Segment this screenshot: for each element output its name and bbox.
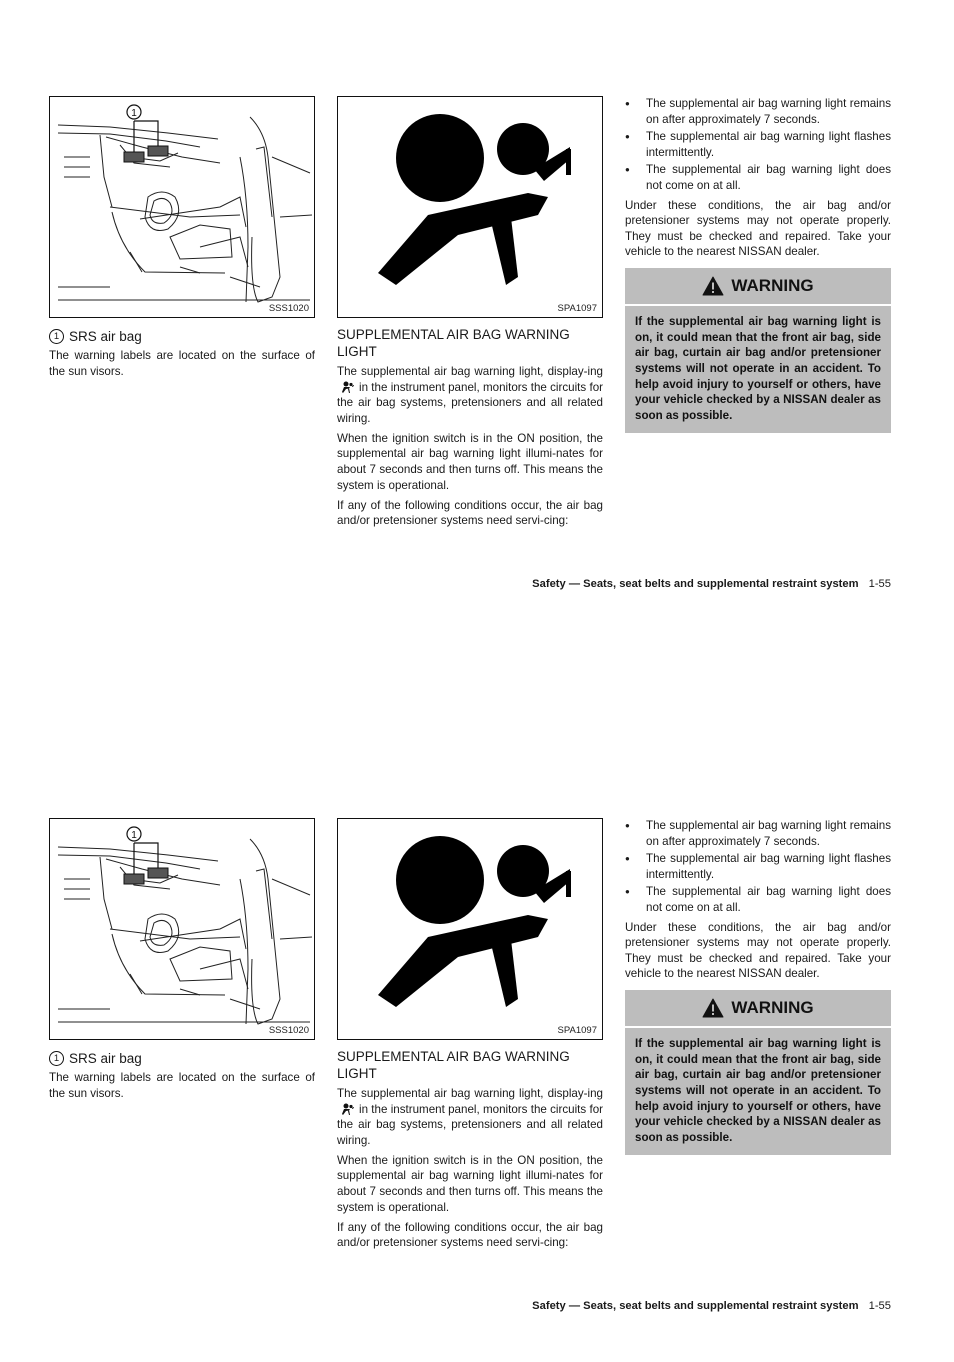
paragraph-1	[337, 1086, 603, 1148]
list-item: ● The supplemental air bag warning light remains on after approximately 7 seconds.	[625, 818, 891, 849]
warning-title: WARNING	[731, 275, 814, 295]
footer-page-number: 1-55	[868, 1300, 891, 1312]
warning-header	[625, 990, 891, 1028]
section-heading: SUPPLEMENTAL AIR BAG WARNING LIGHT	[337, 1049, 570, 1081]
manual-page	[0, 0, 954, 640]
left-column	[49, 96, 315, 379]
airbag-icon	[341, 1103, 355, 1115]
paragraph-1-start: The supplemental air bag warning light, display-ing	[337, 1087, 603, 1100]
paragraph-1-start: The supplemental air bag warning light, display-ing	[337, 365, 603, 378]
airbag-warning-symbol	[338, 97, 602, 317]
figure-caption	[49, 329, 315, 344]
paragraph-1	[337, 364, 603, 426]
paragraph-3: If any of the following conditions occur, the air bag and/or pretensioner systems need servi-cing:	[337, 1220, 603, 1250]
warning-triangle-icon	[702, 276, 724, 296]
figure-code: SPA1097	[557, 303, 597, 314]
callout-number: 1	[49, 1051, 64, 1066]
list-item: ● The supplemental air bag warning light flashes intermittently.	[625, 851, 891, 882]
airbag-warning-symbol	[338, 819, 602, 1039]
car-interior-figure	[49, 96, 315, 318]
caption-text: SRS air bag	[69, 1051, 142, 1066]
middle-column	[337, 96, 603, 529]
caption-description: The warning labels are located on the surface of the sun visors.	[49, 349, 315, 378]
warning-box	[625, 990, 891, 1155]
list-item: ● The supplemental air bag warning light flashes intermittently.	[625, 129, 891, 160]
warning-text: If the supplemental air bag warning light is on, it could mean that the front air bag, side air bag, curtain air bag and/or pretensioner systems will not operate in an accident. To help avoid injury to yourself or others, have your vehicle checked by a NISSAN dealer as soon as possible.	[635, 1036, 881, 1145]
figure-code: SSS1020	[268, 1025, 309, 1036]
car-interior-illustration	[50, 819, 314, 1039]
figure-caption	[49, 1051, 315, 1066]
car-interior-figure	[49, 818, 315, 1040]
footer-section: Safety — Seats, seat belts and supplemental restraint system	[532, 578, 859, 590]
warning-header	[625, 268, 891, 306]
condition-list	[625, 96, 891, 194]
condition-list	[625, 818, 891, 916]
warning-box	[625, 268, 891, 433]
car-interior-illustration	[50, 97, 314, 317]
figure-callout: 1	[131, 830, 137, 841]
page-footer	[532, 1300, 891, 1312]
airbag-icon	[341, 381, 355, 393]
list-item: ● The supplemental air bag warning light does not come on at all.	[625, 884, 891, 915]
manual-page	[0, 722, 954, 1362]
page-footer	[532, 578, 891, 590]
left-column	[49, 818, 315, 1101]
figure-code: SPA1097	[557, 1025, 597, 1036]
list-item: ● The supplemental air bag warning light remains on after approximately 7 seconds.	[625, 96, 891, 127]
paragraph-4: Under these conditions, the air bag and/or pretensioner systems may not operate properly. They must be checked and repaired. Take your vehicle to the nearest NISSAN dealer.	[625, 920, 891, 981]
section-heading: SUPPLEMENTAL AIR BAG WARNING LIGHT	[337, 327, 570, 359]
warning-triangle-icon	[702, 998, 724, 1018]
caption-description: The warning labels are located on the surface of the sun visors.	[49, 1071, 315, 1100]
warning-title: WARNING	[731, 997, 814, 1017]
callout-number: 1	[49, 329, 64, 344]
paragraph-2: When the ignition switch is in the ON position, the supplemental air bag warning light illumi-nates for about 7 seconds and then turns off. This means the system is operational.	[337, 431, 603, 492]
list-item: ● The supplemental air bag warning light does not come on at all.	[625, 162, 891, 193]
caption-text: SRS air bag	[69, 329, 142, 344]
right-column	[625, 96, 891, 433]
right-column	[625, 818, 891, 1155]
figure-callout: 1	[131, 108, 137, 119]
paragraph-1-end: in the instrument panel, monitors the circuits for the air bag systems, pretensioners and all related wiring.	[337, 1102, 603, 1147]
airbag-symbol-figure	[337, 96, 603, 318]
paragraph-4: Under these conditions, the air bag and/or pretensioner systems may not operate properly. They must be checked and repaired. Take your vehicle to the nearest NISSAN dealer.	[625, 198, 891, 259]
paragraph-3: If any of the following conditions occur, the air bag and/or pretensioner systems need servi-cing:	[337, 498, 603, 528]
footer-section: Safety — Seats, seat belts and supplemental restraint system	[532, 1300, 859, 1312]
footer-page-number: 1-55	[868, 578, 891, 590]
middle-column	[337, 818, 603, 1251]
figure-code: SSS1020	[268, 303, 309, 314]
paragraph-1-end: in the instrument panel, monitors the circuits for the air bag systems, pretensioners and all related wiring.	[337, 380, 603, 425]
airbag-symbol-figure	[337, 818, 603, 1040]
warning-text: If the supplemental air bag warning light is on, it could mean that the front air bag, side air bag, curtain air bag and/or pretensioner systems will not operate in an accident. To help avoid injury to yourself or others, have your vehicle checked by a NISSAN dealer as soon as possible.	[635, 314, 881, 423]
paragraph-2: When the ignition switch is in the ON position, the supplemental air bag warning light illumi-nates for about 7 seconds and then turns off. This means the system is operational.	[337, 1153, 603, 1214]
